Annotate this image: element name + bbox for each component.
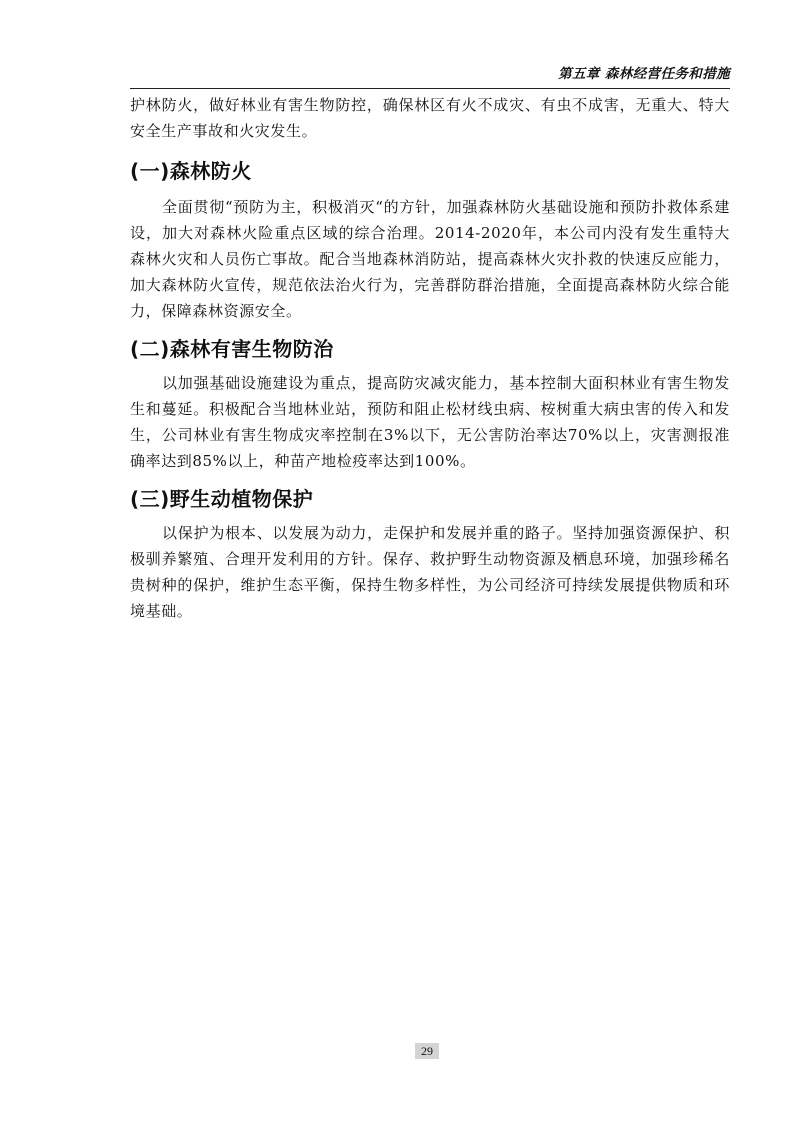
section-heading-wildlife-protection: (三)野生动植物保护 bbox=[130, 487, 314, 511]
wildlife-protection-paragraph: 以保护为根本、以发展为动力，走保护和发展并重的路子。坚持加强资源保护、积极驯养繁殖、合理开发利用的方针。保存、救护野生动物资源及栖息环境，加强珍稀名贵树种的保护，维护生态平衡，保持生物多样性，为公司经济可持续发展提供物质和环境基础。 bbox=[130, 524, 730, 620]
chapter-running-header: 第五章 森林经营任务和措施 bbox=[558, 66, 730, 82]
intro-paragraph: 护林防火，做好林业有害生物防控，确保林区有火不成灾、有虫不成害，无重大、特大安全生产事故和火灾发生。 bbox=[130, 96, 730, 140]
pest-control-paragraph: 以加强基础设施建设为重点，提高防灾减灾能力，基本控制大面积林业有害生物发生和蔓延。积极配合当地林业站，预防和阻止松材线虫病、桉树重大病虫害的传入和发生，公司林业有害生物成灾率控制在3%以下，无公害防治率达70%以上，灾害测报准确率达到85%以上，种苗产地检疫率达到100%。 bbox=[130, 374, 730, 470]
section-heading-fire-prevention: (一)森林防火 bbox=[130, 159, 252, 183]
fire-prevention-paragraph: 全面贯彻“预防为主，积极消灭“的方针，加强森林防火基础设施和预防扑救体系建设，加大对森林火险重点区域的综合治理。2014-2020年，本公司内没有发生重特大森林火灾和人员伤亡事故。配合当地森林消防站，提高森林火灾扑救的快速反应能力，加大森林防火宣传，规范依法治火行为，完善群防群治措施，全面提高森林防火综合能力，保障森林资源安全。 bbox=[130, 198, 730, 320]
header-divider bbox=[130, 88, 730, 89]
page-body bbox=[130, 92, 730, 624]
section-heading-pest-control: (二)森林有害生物防治 bbox=[130, 337, 334, 361]
page-number: 29 bbox=[415, 1043, 439, 1059]
